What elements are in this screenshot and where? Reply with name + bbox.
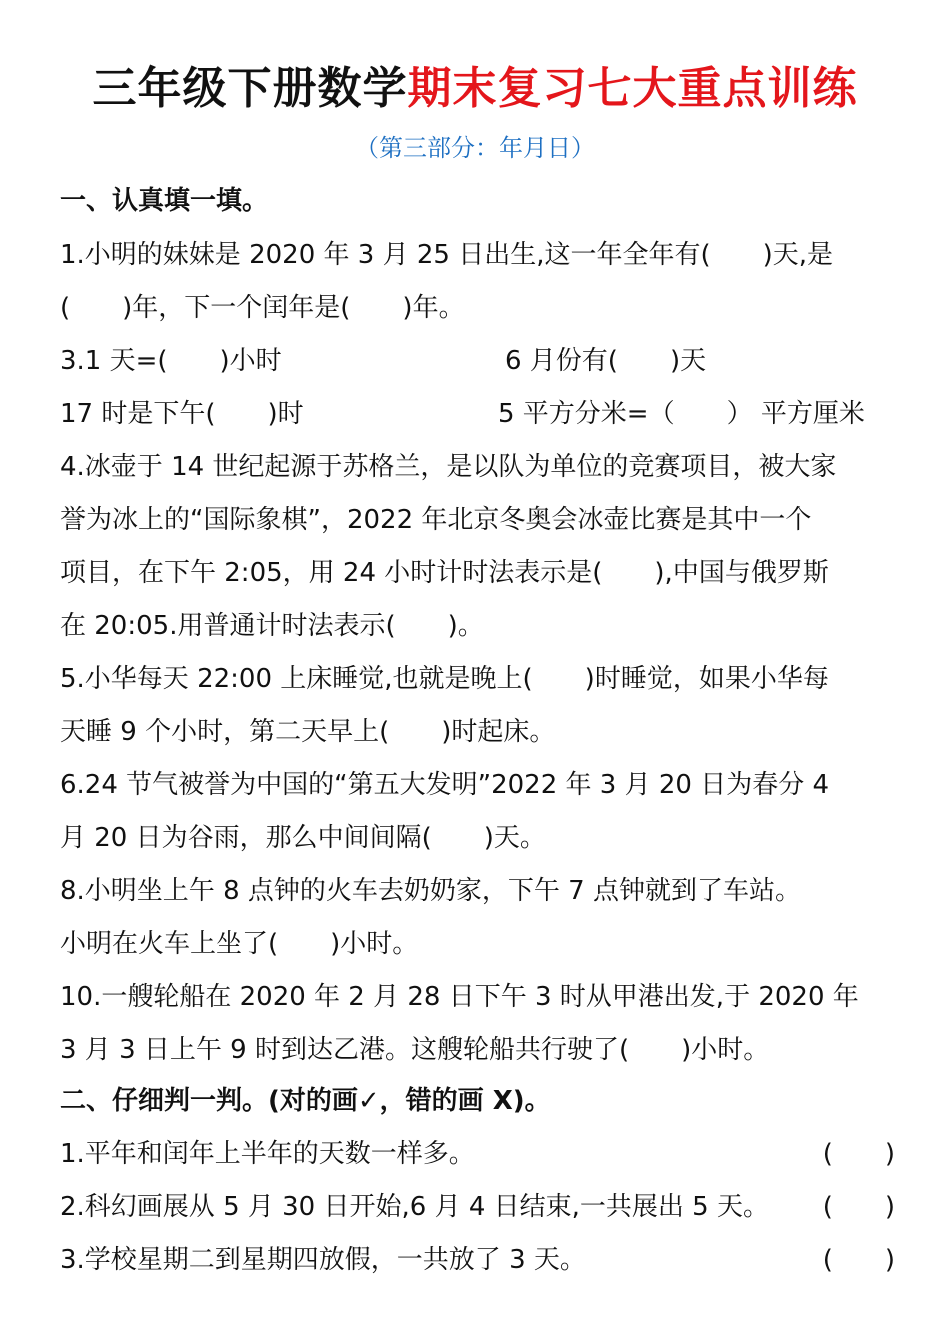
q1-line-2: ( )年，下一个闰年是( )年。 <box>60 293 465 323</box>
q6-line-1: 6.24 节气被誉为中国的“第五大发明”2022 年 3 月 20 日为春分 4 <box>60 770 830 800</box>
judge-item-2 <box>60 1186 895 1223</box>
section-1-heading: 一、认真填一填。 <box>60 186 269 216</box>
q8-line-1: 8.小明坐上午 8 点钟的火车去奶奶家，下午 7 点钟就到了车站。 <box>60 876 801 906</box>
q3-hours: 3.1 天=( )小时 <box>60 346 282 376</box>
q8-line-2: 小明在火车上坐了( )小时。 <box>60 929 419 959</box>
judge-item-text: 2.科幻画展从 5 月 30 日开始,6 月 4 日结束,一共展出 5 天。 <box>60 1192 769 1222</box>
judge-answer-blank: ( ) <box>822 1245 895 1275</box>
q3-row-2 <box>60 393 895 430</box>
judge-item-3 <box>60 1239 895 1276</box>
q3-pm-hour: 17 时是下午( )时 <box>60 399 304 429</box>
judge-answer-blank: ( ) <box>822 1139 895 1169</box>
section-2-heading: 二、仔细判一判。(对的画✓，错的画 X)。 <box>60 1086 551 1116</box>
title-red: 期末复习七大重点训练 <box>407 63 858 114</box>
q4-line-2: 誉为冰上的“国际象棋”，2022 年北京冬奥会冰壶比赛是其中一个 <box>60 505 812 535</box>
q5-line-1: 5.小华每天 22:00 上床睡觉,也就是晚上( )时睡觉，如果小华每 <box>60 664 829 694</box>
judge-answer-blank: ( ) <box>822 1192 895 1222</box>
q3-june-days: 6 月份有( )天 <box>505 346 707 376</box>
judge-item-text: 1.平年和闰年上半年的天数一样多。 <box>60 1139 475 1169</box>
title-black: 三年级下册数学 <box>92 63 408 114</box>
q10-line-1: 10.一艘轮船在 2020 年 2 月 28 日下午 3 时从甲港出发,于 2020 年 <box>60 982 859 1012</box>
judge-item-text: 3.学校星期二到星期四放假，一共放了 3 天。 <box>60 1245 586 1275</box>
q3-area: 5 平方分米=（ ） 平方厘米 <box>498 399 865 429</box>
q1-line-1: 1.小明的妹妹是 2020 年 3 月 25 日出生,这一年全年有( )天,是 <box>60 240 834 270</box>
subtitle: （第三部分：年月日） <box>355 134 595 162</box>
q4-line-1: 4.冰壶于 14 世纪起源于苏格兰，是以队为单位的竞赛项目，被大家 <box>60 452 837 482</box>
q10-line-2: 3 月 3 日上午 9 时到达乙港。这艘轮船共行驶了( )小时。 <box>60 1035 770 1065</box>
q6-line-2: 月 20 日为谷雨，那么中间间隔( )天。 <box>60 823 546 853</box>
q3-row-1 <box>60 340 895 377</box>
q4-line-4: 在 20:05.用普通计时法表示( )。 <box>60 611 484 641</box>
judge-item-1 <box>60 1133 895 1170</box>
q4-line-3: 项目，在下午 2:05，用 24 小时计时法表示是( ),中国与俄罗斯 <box>60 558 829 588</box>
q5-line-2: 天睡 9 个小时，第二天早上( )时起床。 <box>60 717 556 747</box>
page-title <box>0 52 950 116</box>
